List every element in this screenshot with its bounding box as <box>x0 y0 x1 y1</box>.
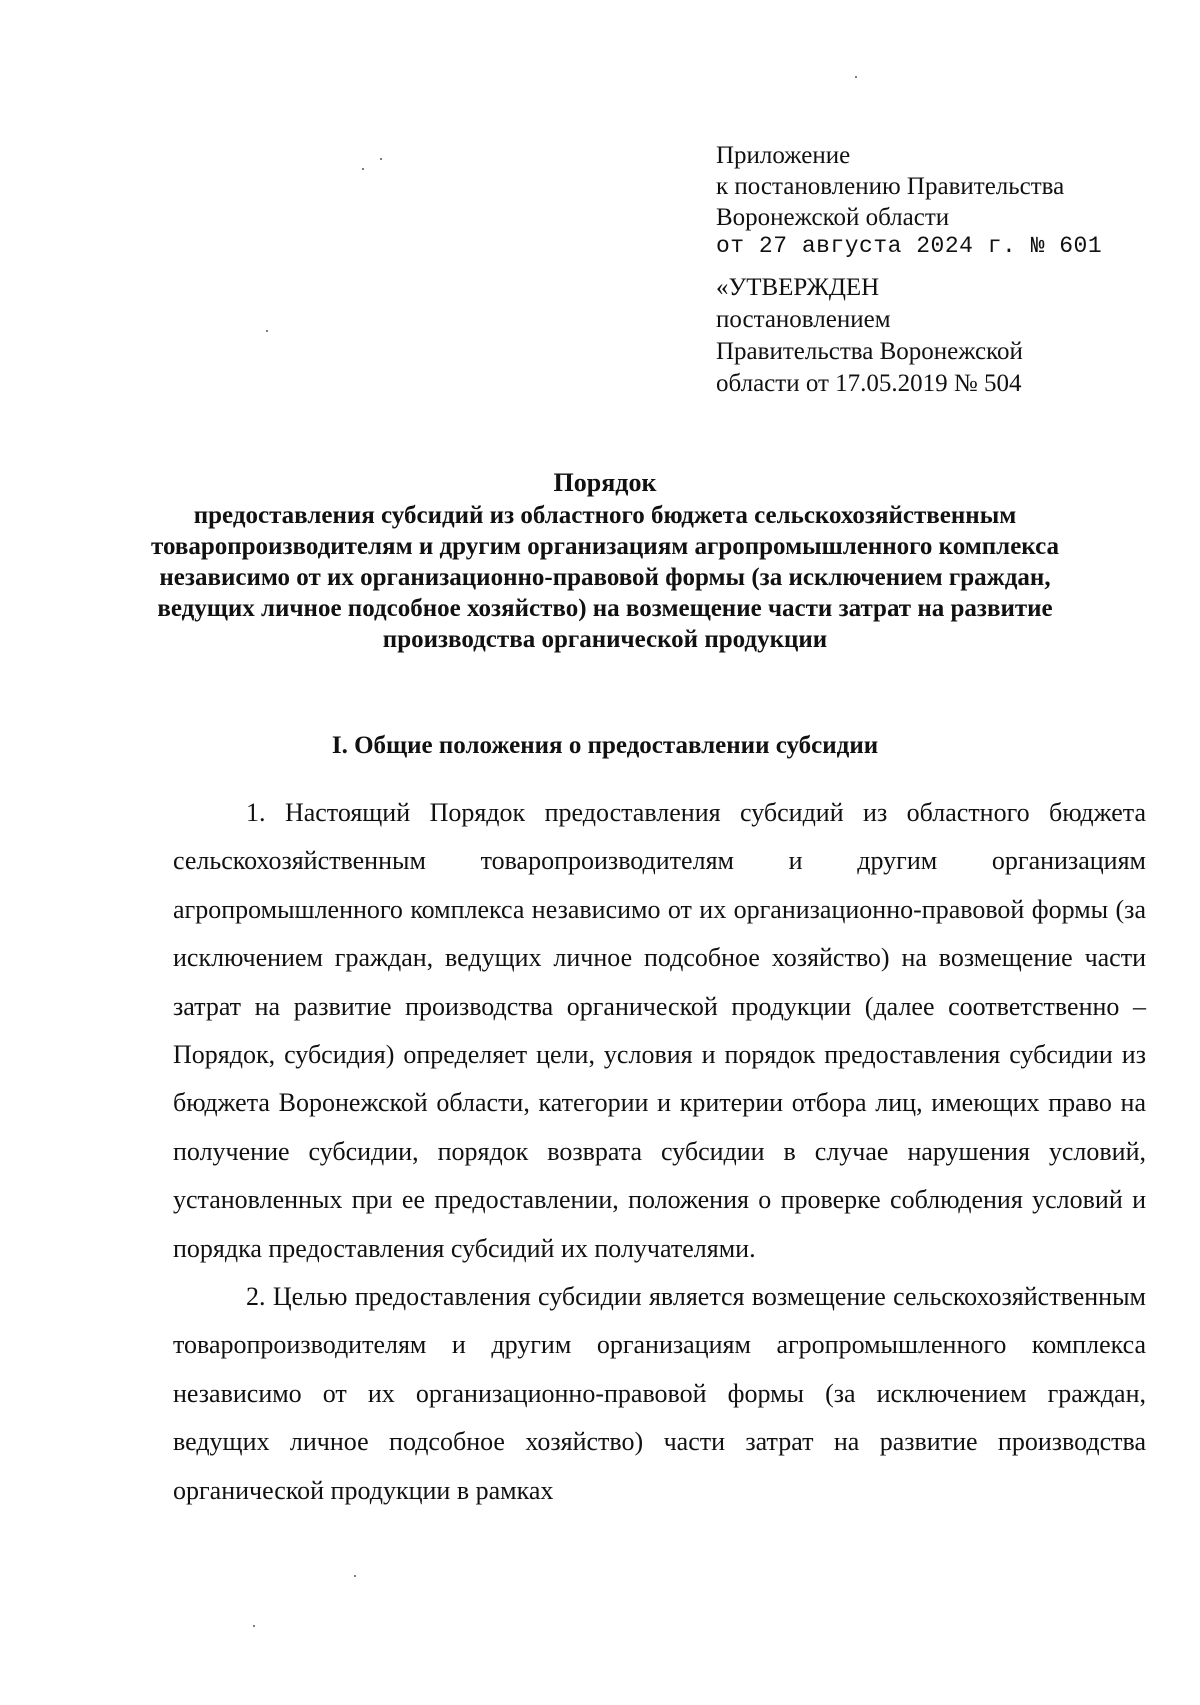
section-heading: I. Общие положения о предоставлении субсидии <box>331 732 879 759</box>
approved-block <box>716 272 1156 400</box>
scan-speck <box>380 158 382 160</box>
appendix-block <box>716 140 1156 259</box>
approved-authority: Правительства Воронежской <box>716 338 1023 365</box>
approved-label: «УТВЕРЖДЕН <box>716 274 880 301</box>
title-main: Порядок <box>553 468 657 497</box>
title-subtitle: предоставления субсидий из областного бюджета сельскохозяйственным товаропроизводителям и другим организациям агропромышленного комплекса независимо от их организационно-правовой формы (за исключением граждан, ведущих личное подсобное хозяйство) на возмещение части затрат на развитие производства органической продукции <box>151 502 1059 653</box>
scan-speck <box>266 330 268 332</box>
approved-by: постановлением <box>716 306 891 333</box>
appendix-label: Приложение <box>716 142 851 169</box>
scan-speck <box>855 76 857 78</box>
scan-speck <box>253 1625 255 1627</box>
approved-date-number: области от 17.05.2019 № 504 <box>716 370 1022 397</box>
body-text <box>173 789 1146 1515</box>
paragraph-1: 1. Настоящий Порядок предоставления субсидий из областного бюджета сельскохозяйственным товаропроизводителям и другим организациям агропромышленного комплекса независимо от их организационно-правовой формы (за исключением граждан, ведущих личное подсобное хозяйство) на возмещение части затрат на развитие производства органической продукции (далее соответственно – Порядок, субсидия) определяет цели, условия и порядок предоставления субсидии из бюджета Воронежской области, категории и критерии отбора лиц, имеющих право на получение субсидии, порядок возврата субсидии в случае нарушения условий, установленных при ее предоставлении, положения о проверке соблюдения условий и порядка предоставления субсидий их получателями. <box>173 798 1146 1263</box>
appendix-date-number: от 27 августа 2024 г. № 601 <box>716 233 1103 259</box>
scan-speck <box>354 1575 356 1577</box>
paragraph-2: 2. Целью предоставления субсидии является возмещение сельскохозяйственным товаропроизводителям и другим организациям агропромышленного комплекса независимо от их организационно-правовой формы (за исключением граждан, ведущих личное подсобное хозяйство) части затрат на развитие производства органической продукции в рамках <box>173 1282 1146 1505</box>
document-title <box>150 467 1060 655</box>
appendix-region: Воронежской области <box>716 204 950 231</box>
scan-speck <box>362 168 364 170</box>
appendix-decree-ref: к постановлению Правительства <box>716 173 1065 200</box>
